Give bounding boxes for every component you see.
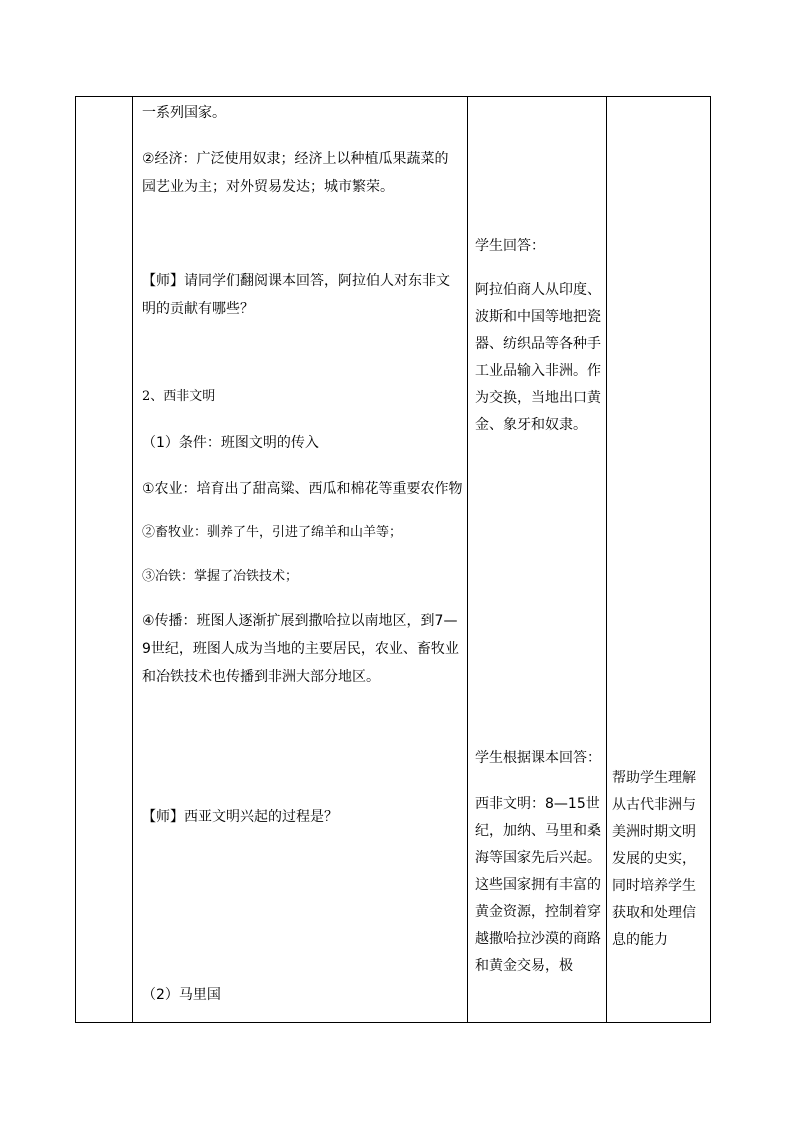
student-answer-label-2: 学生根据课本回答： [475, 750, 601, 766]
iron-item: ③冶铁：掌握了冶铁技术； [142, 569, 299, 584]
heading-west-africa: 2、西非文明 [142, 389, 216, 404]
student-answer-arab: 阿拉伯商人从印度、波斯和中国等地把瓷器、纺织品等各种手工业品输入非洲。作为交换，当地出口黄金、象牙和奴隶。 [475, 282, 601, 433]
student-activity-cell [468, 97, 607, 1023]
design-intent-text: 帮助学生理解从古代非洲与美洲时期文明发展的史实，同时培养学生获取和处理信息的能力 [612, 770, 696, 948]
student-answer-west-africa: 西非文明：8—15世纪，加纳、马里和桑海等国家先后兴起。这些国家拥有丰富的黄金资源，控制着穿越撒哈拉沙漠的商路和黄金交易，极 [475, 796, 601, 974]
lesson-plan-table [75, 96, 711, 1023]
agriculture-item: ①农业：培育出了甜高粱、西瓜和棉花等重要农作物 [142, 481, 463, 497]
design-intent-cell [607, 97, 711, 1023]
content-column-cell [133, 97, 468, 1023]
student-answer-label: 学生回答： [475, 238, 545, 254]
teacher-question-west-asia: 【师】西亚文明兴起的过程是？ [142, 809, 338, 825]
content-line-country: 一系列国家。 [142, 105, 226, 121]
condition-bantu: （1）条件：班图文明的传入 [142, 435, 319, 451]
teacher-question-arab: 【师】请同学们翻阅课本回答，阿拉伯人对东非文明的贡献有哪些？ [142, 273, 450, 317]
stage-column-cell [76, 97, 133, 1023]
heading-mali: （2）马里国 [142, 987, 221, 1003]
husbandry-item: ②畜牧业：驯养了牛，引进了绵羊和山羊等； [142, 525, 403, 540]
spread-item: ④传播：班图人逐渐扩展到撒哈拉以南地区，到7—9世纪，班图人成为当地的主要居民，农业、畜牧业和冶铁技术也传播到非洲大部分地区。 [142, 613, 459, 685]
content-economy: ②经济：广泛使用奴隶；经济上以种植瓜果蔬菜的园艺业为主；对外贸易发达；城市繁荣。 [142, 151, 449, 195]
